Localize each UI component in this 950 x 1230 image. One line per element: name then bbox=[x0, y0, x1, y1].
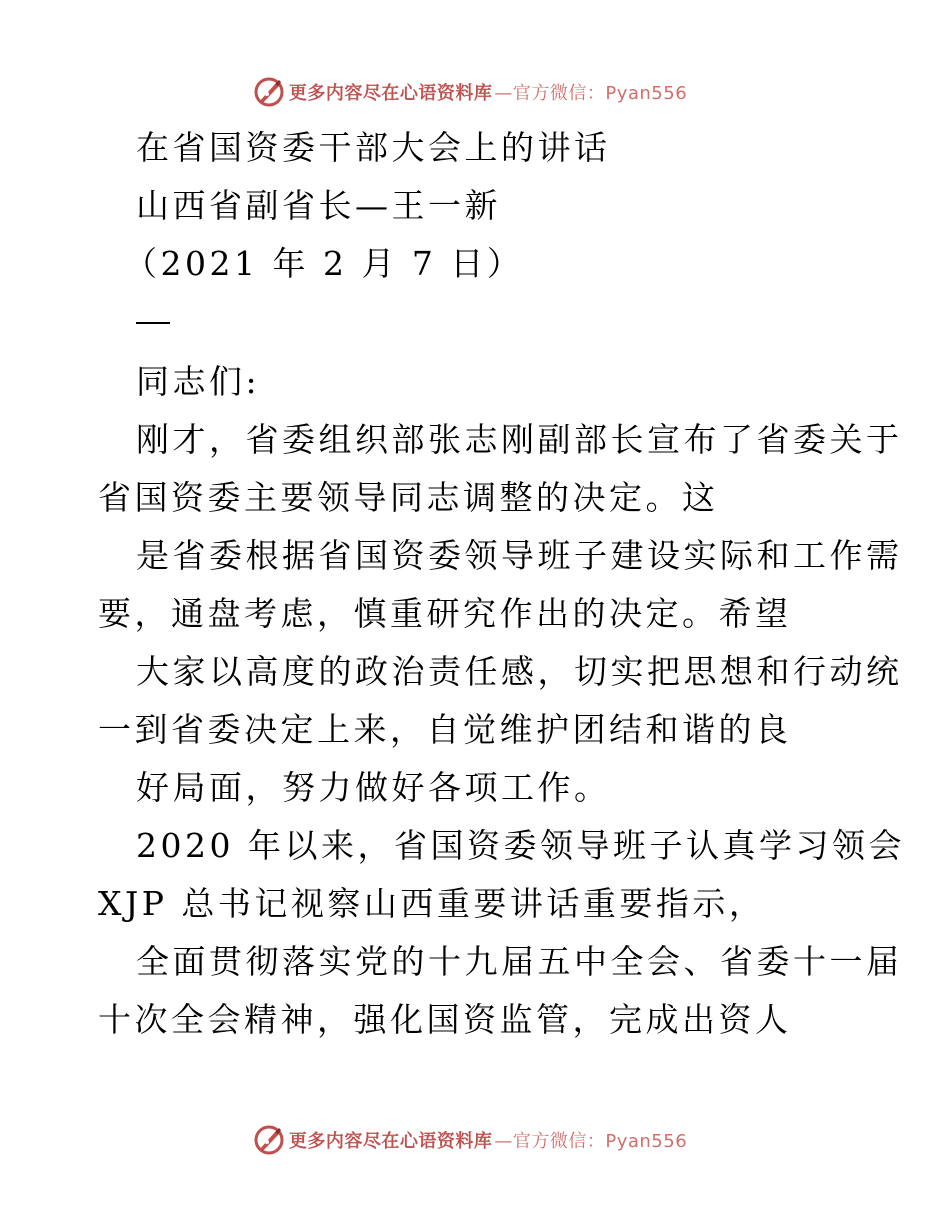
body-line: 大家以高度的政治责任感，切实把思想和行动统 bbox=[136, 652, 903, 691]
body-line: 省国资委主要领导同志调整的决定。这 bbox=[98, 478, 719, 517]
watermark-sub-text: —官方微信：Pyan556 bbox=[494, 1131, 688, 1152]
body-line: 一到省委决定上来，自觉维护团结和谐的良 bbox=[98, 710, 792, 749]
body-line: 2020 年以来，省国资委领导班子认真学习领会 bbox=[136, 826, 905, 865]
pen-logo-icon bbox=[253, 76, 285, 108]
pen-logo-icon bbox=[253, 1124, 285, 1156]
watermark-sub-text: —官方微信：Pyan556 bbox=[494, 83, 688, 104]
body-line: 是省委根据省国资委领导班子建设实际和工作需 bbox=[136, 536, 903, 575]
body-line: 要，通盘考虑，慎重研究作出的决定。希望 bbox=[98, 594, 792, 633]
body-line: 刚才，省委组织部张志刚副部长宣布了省委关于 bbox=[136, 420, 903, 459]
document-title: 在省国资委干部大会上的讲话 bbox=[136, 128, 611, 167]
speaker-line: 山西省副省长—王一新 bbox=[136, 186, 501, 225]
separator-dash bbox=[136, 322, 170, 324]
watermark-footer bbox=[0, 1120, 950, 1160]
watermark-main-text: 更多内容尽在心语资料库 bbox=[288, 83, 493, 104]
body-line: 全面贯彻落实党的十九届五中全会、省委十一届 bbox=[136, 942, 903, 981]
body-line: 好局面，努力做好各项工作。 bbox=[136, 768, 611, 807]
body-line: 十次全会精神，强化国资监管，完成出资人 bbox=[98, 1000, 792, 1039]
salutation: 同志们: bbox=[136, 362, 261, 401]
watermark-header bbox=[0, 72, 950, 112]
speech-date: （2021 年 2 月 7 日） bbox=[124, 244, 524, 283]
body-line: XJP 总书记视察山西重要讲话重要指示， bbox=[98, 884, 766, 923]
watermark-main-text: 更多内容尽在心语资料库 bbox=[288, 1131, 493, 1152]
